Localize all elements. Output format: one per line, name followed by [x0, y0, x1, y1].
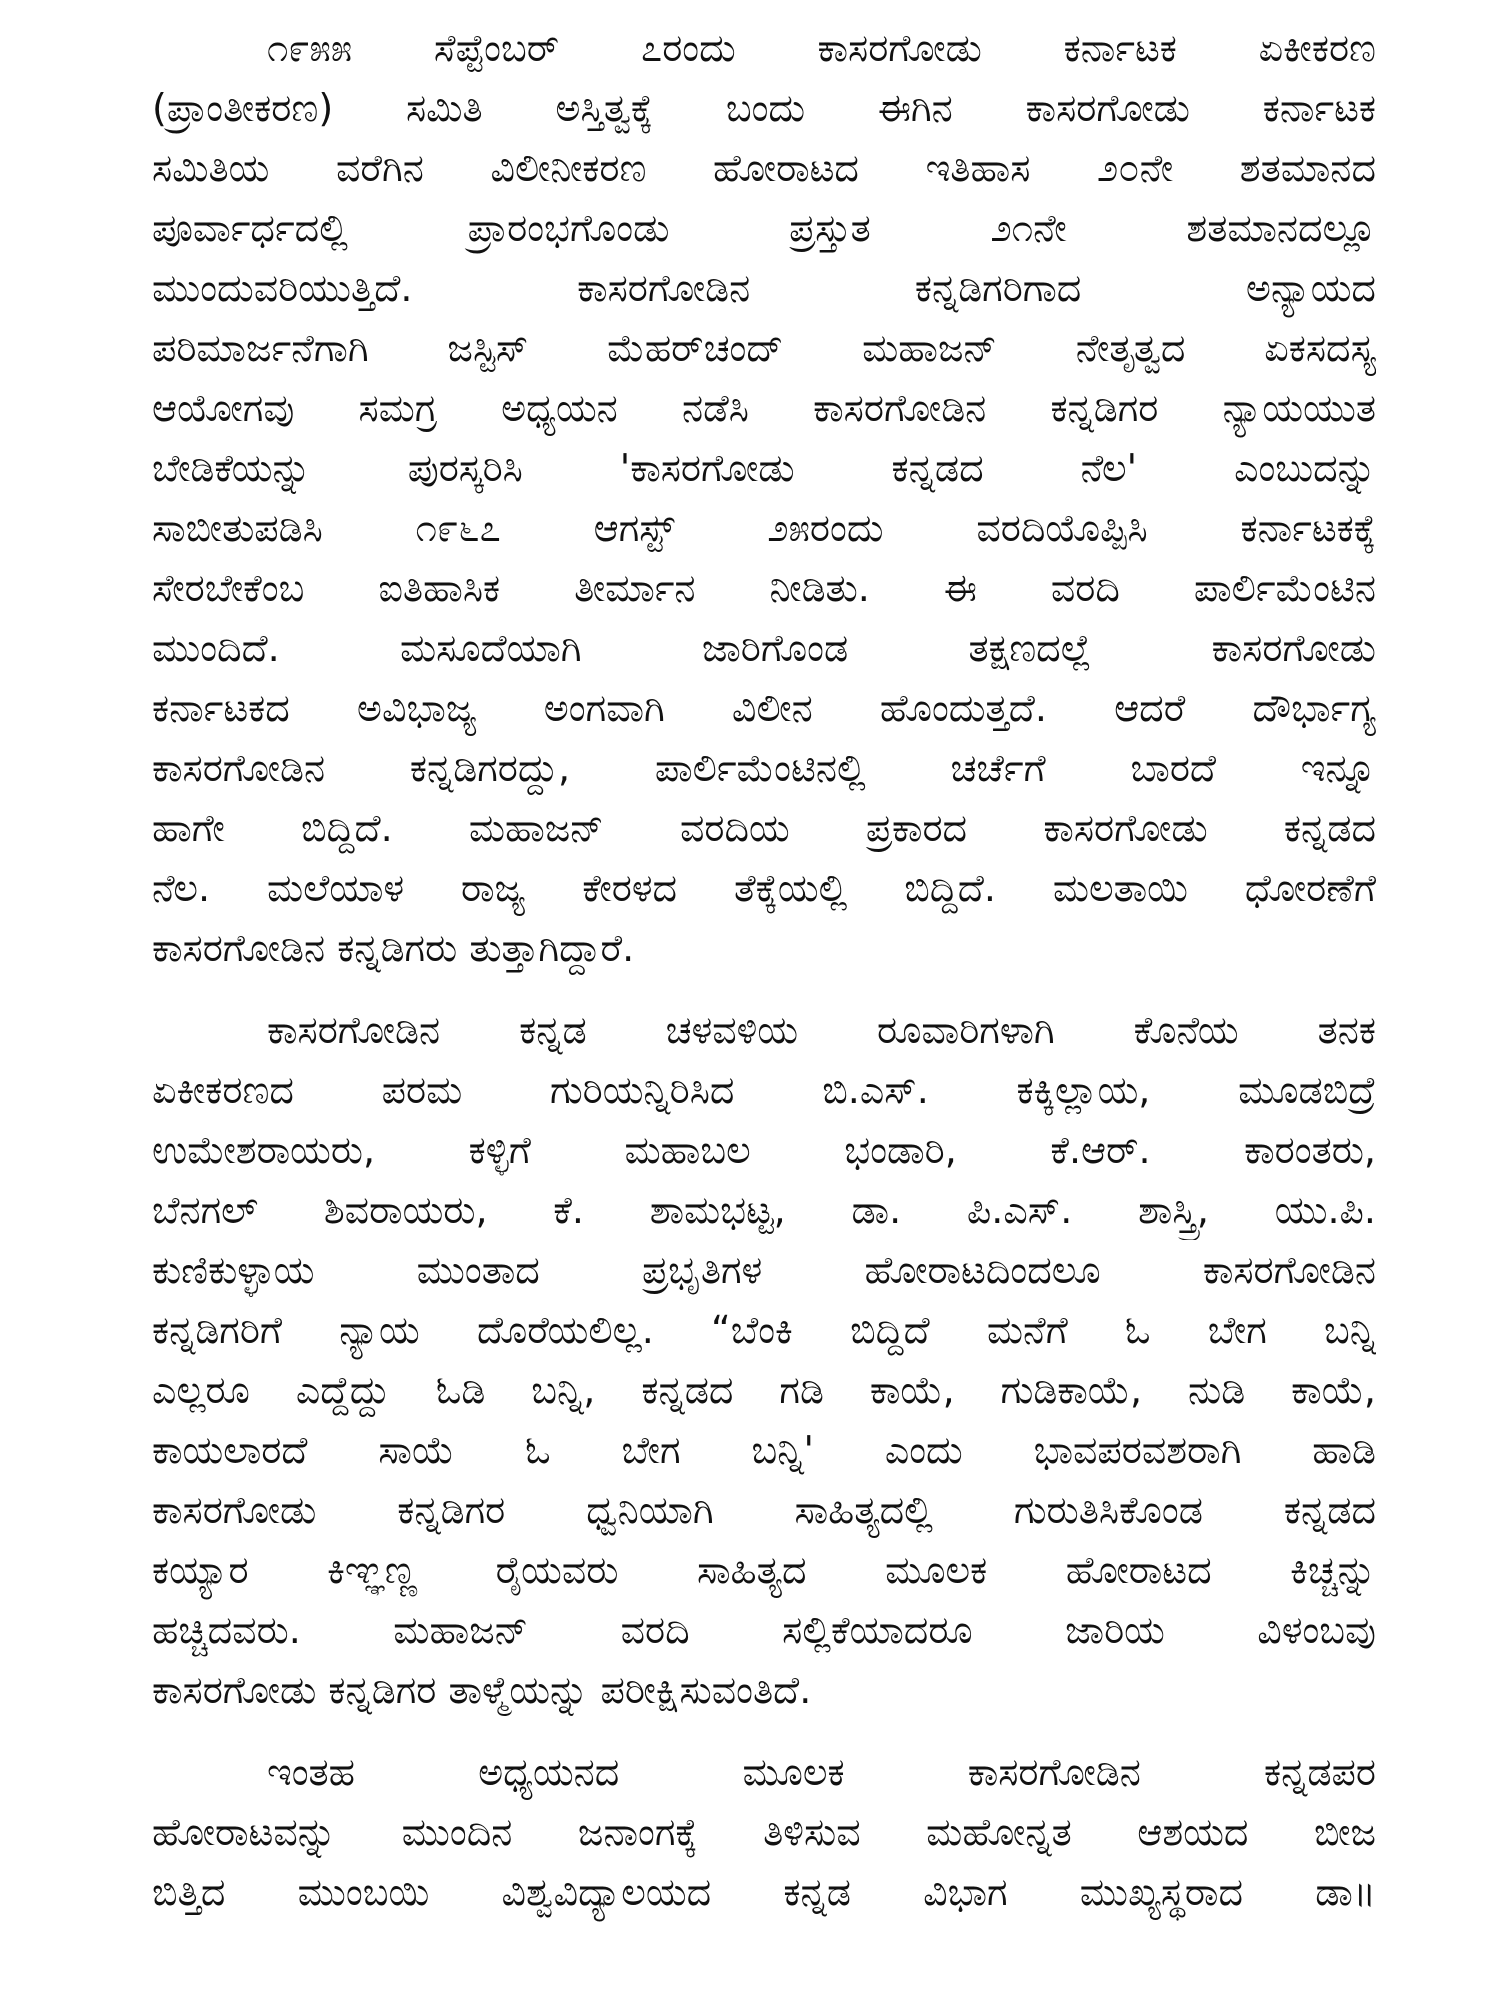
- text-line: ಸಮಿತಿಯ ವರೆಗಿನ ವಿಲೀನೀಕರಣ ಹೋರಾಟದ ಇತಿಹಾಸ ೨೦ನೇ ಶತಮಾನದ: [152, 146, 1376, 190]
- text-line: ಹಚ್ಚಿದವರು. ಮಹಾಜನ್ ವರದಿ ಸಲ್ಲಿಕೆಯಾದರೂ ಜಾರಿಯ ವಿಳಂಬವು: [152, 1608, 1376, 1652]
- paragraph-1: [152, 18, 1376, 978]
- text-line: ಕಾಸರಗೋಡಿನ ಕನ್ನಡ ಚಳವಳಿಯ ರೂವಾರಿಗಳಾಗಿ ಕೊನೆಯ ತನಕ: [267, 1008, 1376, 1052]
- paragraph-3: [152, 1742, 1376, 1922]
- text-line: ಪೂರ್ವಾರ್ಧದಲ್ಲಿ ಪ್ರಾರಂಭಗೊಂಡು ಪ್ರಸ್ತುತ ೨೧ನೇ ಶತಮಾನದಲ್ಲೂ: [152, 206, 1376, 250]
- text-line: ಉಮೇಶರಾಯರು, ಕಳ್ಳಿಗೆ ಮಹಾಬಲ ಭಂಡಾರಿ, ಕೆ.ಆರ್. ಕಾರಂತರು,: [152, 1128, 1376, 1172]
- text-line: ಇಂತಹ ಅಧ್ಯಯನದ ಮೂಲಕ ಕಾಸರಗೋಡಿನ ಕನ್ನಡಪರ: [267, 1750, 1376, 1794]
- text-line: ಕಾಸರಗೋಡಿನ ಕನ್ನಡಿಗರು ತುತ್ತಾಗಿದ್ದಾರೆ.: [152, 926, 635, 970]
- text-line: ಎಲ್ಲರೂ ಎದ್ದೆದ್ದು ಓಡಿ ಬನ್ನಿ, ಕನ್ನಡದ ಗಡಿ ಕಾಯೆ, ಗುಡಿಕಾಯೆ, ನುಡಿ ಕಾಯೆ,: [152, 1368, 1376, 1412]
- text-line: ೧೯೫೫ ಸೆಪ್ಟೆಂಬರ್ ೭ರಂದು ಕಾಸರಗೋಡು ಕರ್ನಾಟಕ ಏಕೀಕರಣ: [267, 26, 1376, 70]
- text-line: ನೆಲ. ಮಲೆಯಾಳ ರಾಜ್ಯ ಕೇರಳದ ತೆಕ್ಕೆಯಲ್ಲಿ ಬಿದ್ದಿದೆ. ಮಲತಾಯಿ ಧೋರಣೆಗೆ: [152, 866, 1376, 910]
- text-line: ಕಾಸರಗೋಡಿನ ಕನ್ನಡಿಗರದ್ದು, ಪಾರ್ಲಿಮೆಂಟಿನಲ್ಲಿ ಚರ್ಚೆಗೆ ಬಾರದೆ ಇನ್ನೂ: [152, 746, 1376, 790]
- text-line: ಪರಿಮಾರ್ಜನೆಗಾಗಿ ಜಸ್ಟಿಸ್ ಮೆಹರ್‌ಚಂದ್ ಮಹಾಜನ್ ನೇತೃತ್ವದ ಏಕಸದಸ್ಯ: [152, 326, 1376, 370]
- text-line: ಬಿತ್ತಿದ ಮುಂಬಯಿ ವಿಶ್ವವಿದ್ಯಾಲಯದ ಕನ್ನಡ ವಿಭಾಗ ಮುಖ್ಯಸ್ಥರಾದ ಡಾ॥: [152, 1870, 1376, 1914]
- paragraph-2: [152, 1000, 1376, 1720]
- text-line: ಕಯ್ಯಾರ ಕಿಞ್ಞಣ್ಣ ರೈಯವರು ಸಾಹಿತ್ಯದ ಮೂಲಕ ಹೋರಾಟದ ಕಿಚ್ಚನ್ನು: [152, 1548, 1376, 1592]
- text-line: ಹೋರಾಟವನ್ನು ಮುಂದಿನ ಜನಾಂಗಕ್ಕೆ ತಿಳಿಸುವ ಮಹೋನ್ನತ ಆಶಯದ ಬೀಜ: [152, 1810, 1376, 1854]
- text-line: ಸಾಬೀತುಪಡಿಸಿ ೧೯೬೭ ಆಗಸ್ಟ್ ೨೫ರಂದು ವರದಿಯೊಪ್ಪಿಸಿ ಕರ್ನಾಟಕಕ್ಕೆ: [152, 506, 1376, 550]
- text-line: ಕನ್ನಡಿಗರಿಗೆ ನ್ಯಾಯ ದೊರೆಯಲಿಲ್ಲ. “ಬೆಂಕಿ ಬಿದ್ದಿದೆ ಮನೆಗೆ ಓ ಬೇಗ ಬನ್ನಿ: [152, 1308, 1376, 1352]
- text-line: ಹಾಗೇ ಬಿದ್ದಿದೆ. ಮಹಾಜನ್ ವರದಿಯ ಪ್ರಕಾರದ ಕಾಸರಗೋಡು ಕನ್ನಡದ: [152, 806, 1376, 850]
- text-line: ಮುಂದಿದೆ. ಮಸೂದೆಯಾಗಿ ಜಾರಿಗೊಂಡ ತಕ್ಷಣದಲ್ಲೆ ಕಾಸರಗೋಡು: [152, 626, 1376, 670]
- text-line: ಬೆನಗಲ್ ಶಿವರಾಯರು, ಕೆ. ಶಾಮಭಟ್ಟ, ಡಾ. ಪಿ.ಎಸ್. ಶಾಸ್ತ್ರಿ, ಯು.ಪಿ.: [152, 1188, 1376, 1232]
- text-line: ಕಾಸರಗೋಡು ಕನ್ನಡಿಗರ ಧ್ವನಿಯಾಗಿ ಸಾಹಿತ್ಯದಲ್ಲಿ ಗುರುತಿಸಿಕೊಂಡ ಕನ್ನಡದ: [152, 1488, 1376, 1532]
- text-line: ಮುಂದುವರಿಯುತ್ತಿದೆ. ಕಾಸರಗೋಡಿನ ಕನ್ನಡಿಗರಿಗಾದ ಅನ್ಯಾಯದ: [152, 266, 1376, 310]
- text-line: ಆಯೋಗವು ಸಮಗ್ರ ಅಧ್ಯಯನ ನಡೆಸಿ ಕಾಸರಗೋಡಿನ ಕನ್ನಡಿಗರ ನ್ಯಾಯಯುತ: [152, 386, 1376, 430]
- text-line: ಬೇಡಿಕೆಯನ್ನು ಪುರಸ್ಕರಿಸಿ 'ಕಾಸರಗೋಡು ಕನ್ನಡದ ನೆಲ' ಎಂಬುದನ್ನು: [152, 446, 1376, 490]
- text-line: ಕಾಸರಗೋಡು ಕನ್ನಡಿಗರ ತಾಳ್ಮೆಯನ್ನು ಪರೀಕ್ಷಿಸುವಂತಿದೆ.: [152, 1668, 812, 1712]
- text-line: ಕುಣಿಕುಳ್ಳಾಯ ಮುಂತಾದ ಪ್ರಭೃತಿಗಳ ಹೋರಾಟದಿಂದಲೂ ಕಾಸರಗೋಡಿನ: [152, 1248, 1376, 1292]
- text-line: ಕಾಯಲಾರದೆ ಸಾಯೆ ಓ ಬೇಗ ಬನ್ನಿ' ಎಂದು ಭಾವಪರವಶರಾಗಿ ಹಾಡಿ: [152, 1428, 1376, 1472]
- text-line: ಕರ್ನಾಟಕದ ಅವಿಭಾಜ್ಯ ಅಂಗವಾಗಿ ವಿಲೀನ ಹೊಂದುತ್ತದೆ. ಆದರೆ ದೌರ್ಭಾಗ್ಯ: [152, 686, 1376, 730]
- text-line: ಏಕೀಕರಣದ ಪರಮ ಗುರಿಯನ್ನಿರಿಸಿದ ಬಿ.ಎಸ್. ಕಕ್ಕಿಲ್ಲಾಯ, ಮೂಡಬಿದ್ರೆ: [152, 1068, 1376, 1112]
- text-line: ಸೇರಬೇಕೆಂಬ ಐತಿಹಾಸಿಕ ತೀರ್ಮಾನ ನೀಡಿತು. ಈ ವರದಿ ಪಾರ್ಲಿಮೆಂಟಿನ: [152, 566, 1376, 610]
- text-line: (ಪ್ರಾಂತೀಕರಣ) ಸಮಿತಿ ಅಸ್ತಿತ್ವಕ್ಕೆ ಬಂದು ಈಗಿನ ಕಾಸರಗೋಡು ಕರ್ನಾಟಕ: [152, 86, 1376, 130]
